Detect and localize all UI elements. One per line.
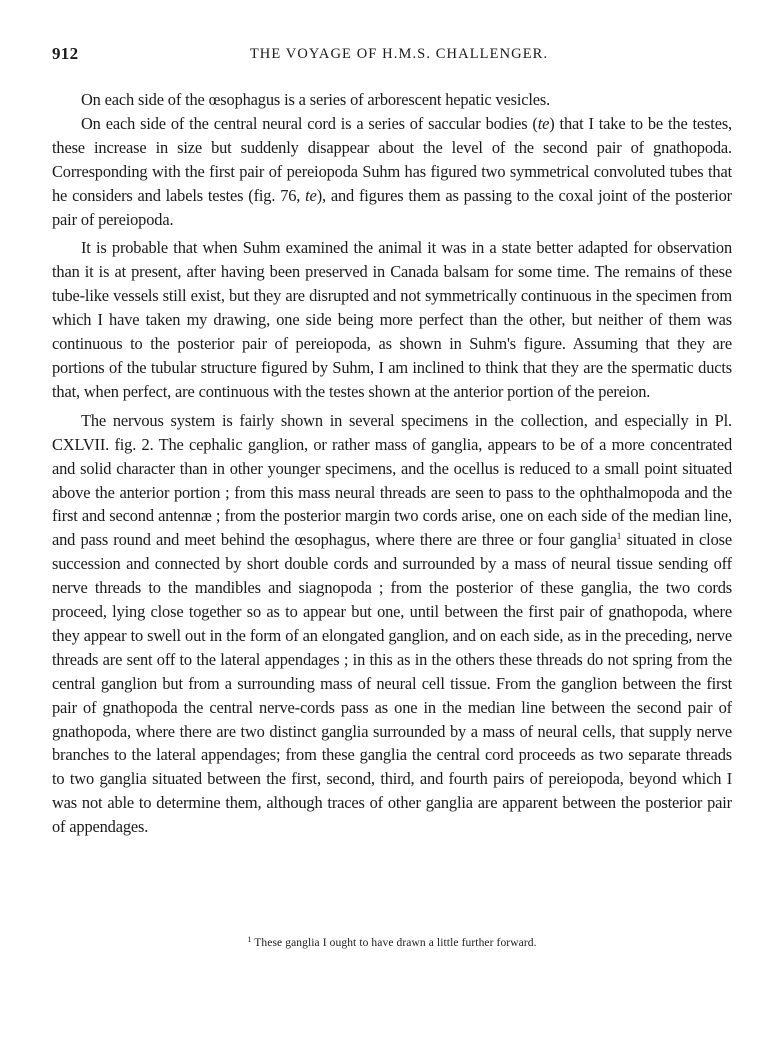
running-title: THE VOYAGE OF H.M.S. CHALLENGER. xyxy=(249,46,549,62)
paragraph-text: It is probable that when Suhm examined the animal it was in a state better adapted for observation than it is at present, after having been preserved in Canada balsam for some time. The remains of these tube-like vessels still exist, but they are disrupted and not symmetrically continuous in the specimen from which I have taken my drawing, one side being more perfect than the other, but neither of them was continuous to the posterior pair of pereiopoda, as shown in Suhm's figure. Assuming that they are portions of the tubular structure figured by Suhm, I am inclined to think that they are the spermatic ducts that, when perfect, are continuous with the testes shown at the anterior portion of the pereion. xyxy=(52,238,732,401)
label-te: te xyxy=(305,185,317,205)
paragraph-hepatic-vesicles xyxy=(52,88,732,112)
paragraph-text: The nervous system is fairly shown in several specimens in the collection, and especially in Pl. CXLVII. fig. 2. The cephalic ganglion, or rather mass of ganglia, appears to be of a more concentrated and solid character than in other younger specimens, and the ocellus is reduced to a small point situated above the anterior portion ; from this mass neural threads are seen to pass to the ophthalmopoda and the first and second antennæ ; from the posterior margin two cords arise, one on each side of the median line, and pass round and meet behind the œsophagus, where there are three or four ganglia xyxy=(52,410,732,550)
page-header xyxy=(52,44,732,68)
paragraph-text: ), and figures them as passing to the coxal joint of the posterior pair of pereiopoda. xyxy=(52,185,732,229)
footnote-text: These ganglia I ought to have drawn a little further forward. xyxy=(254,937,537,949)
footnote-mark: 1 xyxy=(247,935,252,944)
label-te: te xyxy=(537,113,550,133)
paragraph-text: situated in close succession and connected by short double cords and surrounded by a mass of neural tissue sending off nerve threads to the mandibles and siagnopoda ; from the posterior of these ganglia, the two cords proceed, lying close together so as to appear but one, until between the first pair of gnathopoda, where they appear to swell out in the form of an elongated ganglion, and on each side, as in the preceding, nerve threads are sent off to the lateral appendages ; in this as in the others these threads do not spring from the central ganglion but from a surrounding mass of neural cell tissue. From the ganglion between the first pair of gnathopoda the central nerve-cords pass as one in the median line between the second pair of gnathopoda, where there are two distinct ganglia surrounded by a mass of neural cells, that supply nerve branches to the lateral appendages; from these ganglia the central cord proceeds as two separate threads to two ganglia situated between the first, second, third, and fourth pairs of pereiopoda, beyond which I was not able to determine them, although traces of other ganglia are apparent between the posterior pair of appendages. xyxy=(52,530,732,837)
footnote xyxy=(52,935,732,949)
page-number: 912 xyxy=(52,44,79,63)
body-text xyxy=(52,88,732,839)
paragraph-nervous-system xyxy=(52,409,732,839)
paragraph-tube-vessels xyxy=(52,236,732,403)
paragraph-text: On each side of the central neural cord is a series of saccular bodies ( xyxy=(81,113,538,133)
paragraph-text: On each side of the œsophagus is a series of arborescent hepatic vesicles. xyxy=(81,90,551,109)
footnote-reference: 1 xyxy=(616,531,622,542)
paragraph-text: ) that I take to be the testes, these increase in size but suddenly disappear about the level of the second pair of gnathopoda. Corresponding with the first pair of pereiopoda Suhm has figured two symmetrical convoluted tubes that he considers and labels testes (fig. 76, xyxy=(52,113,732,205)
paragraph-testes xyxy=(52,112,732,232)
